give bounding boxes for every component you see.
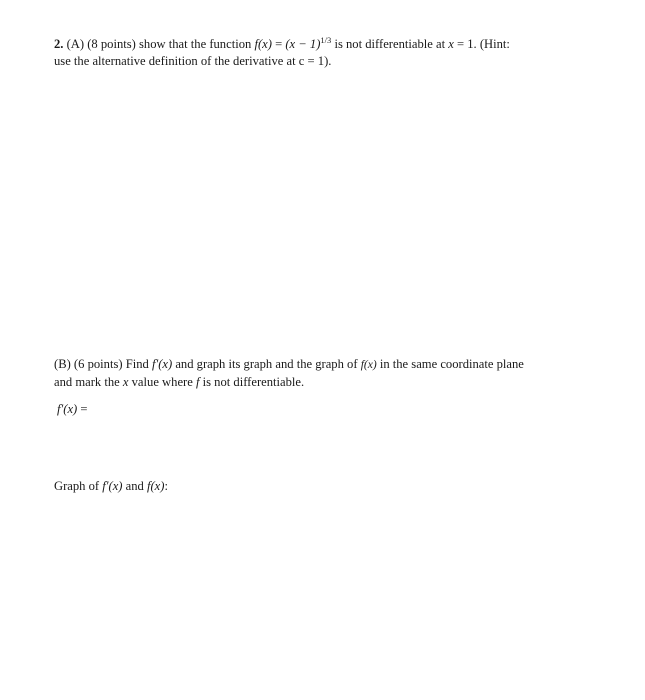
- part-b-line2-var: x: [122, 375, 129, 389]
- part-b-line2-end: is not differentiable.: [199, 375, 305, 389]
- point-variable: x: [448, 37, 454, 51]
- part-a-line-1: [54, 36, 510, 53]
- fprime-answer-eq: =: [77, 402, 88, 416]
- graph-label-fprime: f′(x): [102, 479, 123, 493]
- point-rest-text: = 1. (Hint:: [453, 37, 510, 51]
- part-a-line-2: use the alternative definition of the derivative at c = 1).: [54, 54, 332, 68]
- part-a-mid-text: is not differentiable at: [331, 37, 449, 51]
- part-a-label: (A) (8 points) show that the function: [66, 37, 252, 51]
- function-lhs: f(x): [254, 37, 272, 51]
- function-base: (x − 1): [285, 37, 321, 51]
- graph-label-fx: f(x): [146, 479, 165, 493]
- part-b-end: in the same coordinate plane: [376, 357, 524, 371]
- graph-label-colon: :: [164, 479, 168, 493]
- equals-sign: =: [271, 37, 286, 51]
- fprime-answer-lhs: f′(x): [57, 402, 78, 416]
- part-b-line-1: [54, 356, 524, 374]
- fprime-answer-line: [57, 401, 88, 418]
- part-b-fprime: f′(x): [151, 357, 173, 371]
- part-b-fx: f(x): [360, 359, 377, 371]
- part-b-line2-f: f: [195, 375, 200, 389]
- question-number: 2.: [54, 37, 64, 51]
- part-b-line2-start: and mark the: [54, 375, 123, 389]
- question-part-a: [54, 36, 510, 70]
- part-b-line2-mid: value where: [128, 375, 196, 389]
- graph-label-and: and: [122, 479, 147, 493]
- graph-label: [54, 478, 168, 495]
- function-exponent: 1/3: [320, 35, 332, 45]
- question-part-b: [54, 356, 524, 391]
- part-b-start: (B) (6 points) Find: [54, 357, 152, 371]
- part-b-mid: and graph its graph and the graph of: [172, 357, 361, 371]
- part-b-line-2: [54, 374, 524, 391]
- graph-label-start: Graph of: [54, 479, 103, 493]
